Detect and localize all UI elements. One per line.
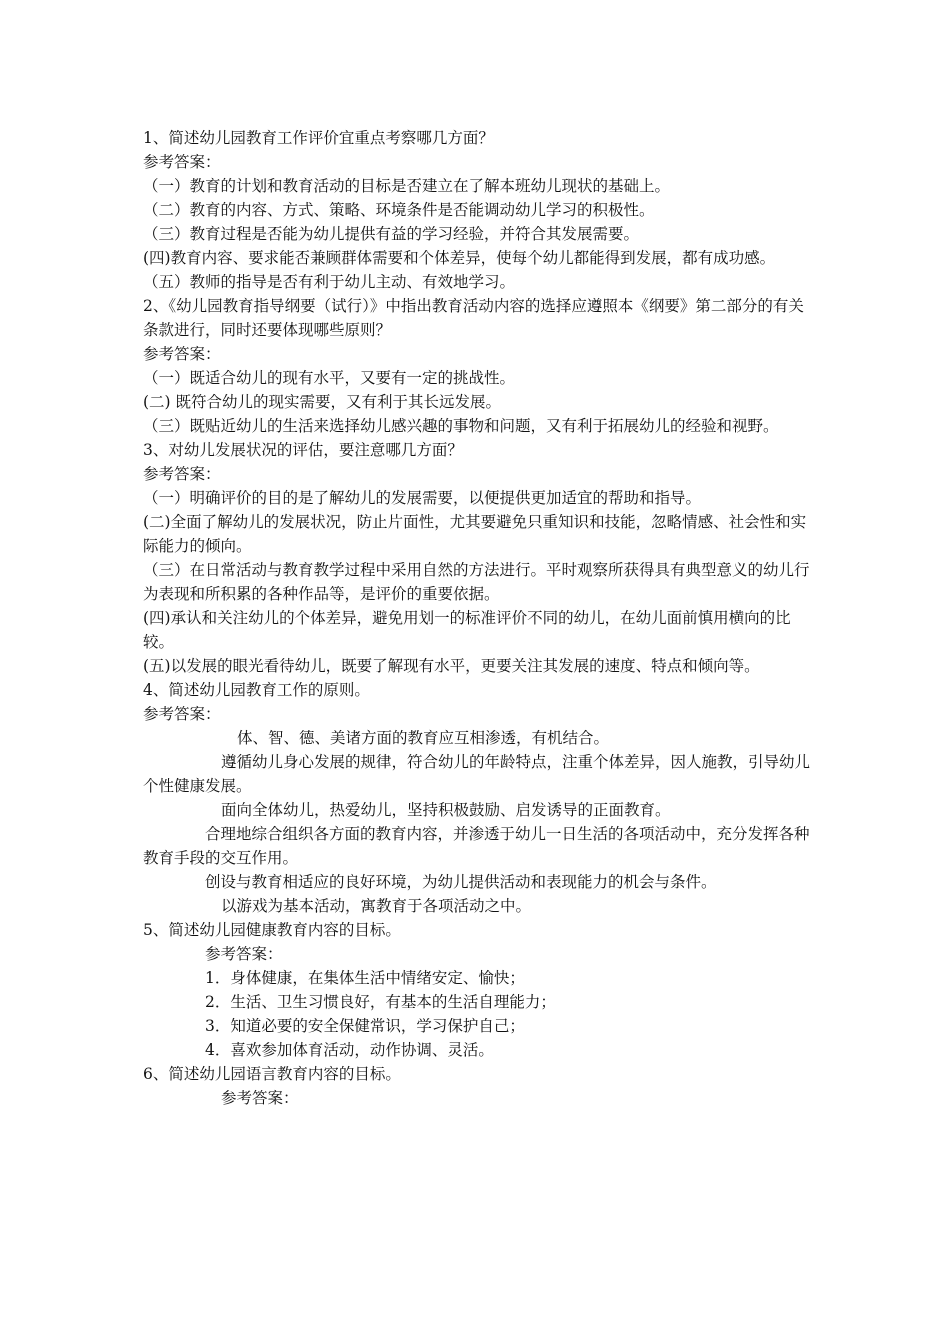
q4-item-2: 遵循幼儿身心发展的规律，符合幼儿的年龄特点，注重个体差异，因人施教，引导幼儿个性健康发展。 bbox=[143, 753, 811, 795]
q2-item-3: （三）既贴近幼儿的生活来选择幼儿感兴趣的事物和问题，又有利于拓展幼儿的经验和视野。 bbox=[143, 417, 779, 435]
q4-item-4: 合理地综合组织各方面的教育内容，并渗透于幼儿一日生活的各项活动中，充分发挥各种教育手段的交互作用。 bbox=[143, 825, 810, 867]
q5-item-3: 3．知道必要的安全保健常识，学习保护自己； bbox=[205, 1017, 525, 1035]
question-3: 3、对幼儿发展状况的评估，要注意哪几方面？ bbox=[143, 441, 463, 459]
question-1: 1、简述幼儿园教育工作评价宜重点考察哪几方面？ bbox=[143, 129, 494, 147]
q4-item-3: 面向全体幼儿，热爱幼儿，坚持积极鼓励、启发诱导的正面教育。 bbox=[221, 801, 671, 819]
q3-item-1: （一）明确评价的目的是了解幼儿的发展需要，以便提供更加适宜的帮助和指导。 bbox=[143, 489, 702, 507]
q2-item-1: （一）既适合幼儿的现有水平，又要有一定的挑战性。 bbox=[143, 369, 516, 387]
question-6: 6、简述幼儿园语言教育内容的目标。 bbox=[143, 1065, 401, 1083]
answer-label-2: 参考答案： bbox=[143, 345, 221, 363]
answer-label-4: 参考答案： bbox=[143, 705, 221, 723]
q3-item-2: (二)全面了解幼儿的发展状况，防止片面性，尤其要避免只重知识和技能，忽略情感、社会性和实际能力的倾向。 bbox=[143, 513, 807, 555]
document-body bbox=[143, 126, 811, 1110]
answer-label-6: 参考答案： bbox=[221, 1089, 299, 1107]
q5-item-2: 2．生活、卫生习惯良好，有基本的生活自理能力； bbox=[205, 993, 556, 1011]
q1-item-1: （一）教育的计划和教育活动的目标是否建立在了解本班幼儿现状的基础上。 bbox=[143, 177, 671, 195]
q3-item-3: （三）在日常活动与教育教学过程中采用自然的方法进行。平时观察所获得具有典型意义的幼儿行为表现和所积累的各种作品等，是评价的重要依据。 bbox=[143, 561, 810, 603]
q1-item-4: (四)教育内容、要求能否兼顾群体需要和个体差异，使每个幼儿都能得到发展，都有成功感。 bbox=[143, 249, 776, 267]
q1-item-2: （二）教育的内容、方式、策略、环境条件是否能调动幼儿学习的积极性。 bbox=[143, 201, 655, 219]
q1-item-5: （五）教师的指导是否有利于幼儿主动、有效地学习。 bbox=[143, 273, 516, 291]
q5-item-1: 1．身体健康，在集体生活中情绪安定、愉快； bbox=[205, 969, 525, 987]
answer-label-3: 参考答案： bbox=[143, 465, 221, 483]
q4-item-5: 创设与教育相适应的良好环境，为幼儿提供活动和表现能力的机会与条件。 bbox=[205, 873, 717, 891]
question-5: 5、简述幼儿园健康教育内容的目标。 bbox=[143, 921, 401, 939]
q4-item-1: 体、智、德、美诸方面的教育应互相渗透，有机结合。 bbox=[237, 729, 610, 747]
q2-item-2: (二) 既符合幼儿的现实需要，又有利于其长远发展。 bbox=[143, 393, 502, 411]
q3-item-5: (五)以发展的眼光看待幼儿，既要了解现有水平，更要关注其发展的速度、特点和倾向等。 bbox=[143, 657, 760, 675]
q1-item-3: （三）教育过程是否能为幼儿提供有益的学习经验，并符合其发展需要。 bbox=[143, 225, 640, 243]
q5-item-4: 4．喜欢参加体育活动，动作协调、灵活。 bbox=[205, 1041, 494, 1059]
q3-item-4: (四)承认和关注幼儿的个体差异，避免用划一的标准评价不同的幼儿，在幼儿面前慎用横向的比较。 bbox=[143, 609, 791, 651]
answer-label-5: 参考答案： bbox=[205, 945, 283, 963]
answer-label-1: 参考答案： bbox=[143, 153, 221, 171]
question-4: 4、简述幼儿园教育工作的原则。 bbox=[143, 681, 370, 699]
q4-item-6: 以游戏为基本活动，寓教育于各项活动之中。 bbox=[221, 897, 532, 915]
question-2: 2、《幼儿园教育指导纲要（试行）》中指出教育活动内容的选择应遵照本《纲要》第二部分的有关条款进行，同时还要体现哪些原则？ bbox=[143, 297, 804, 339]
